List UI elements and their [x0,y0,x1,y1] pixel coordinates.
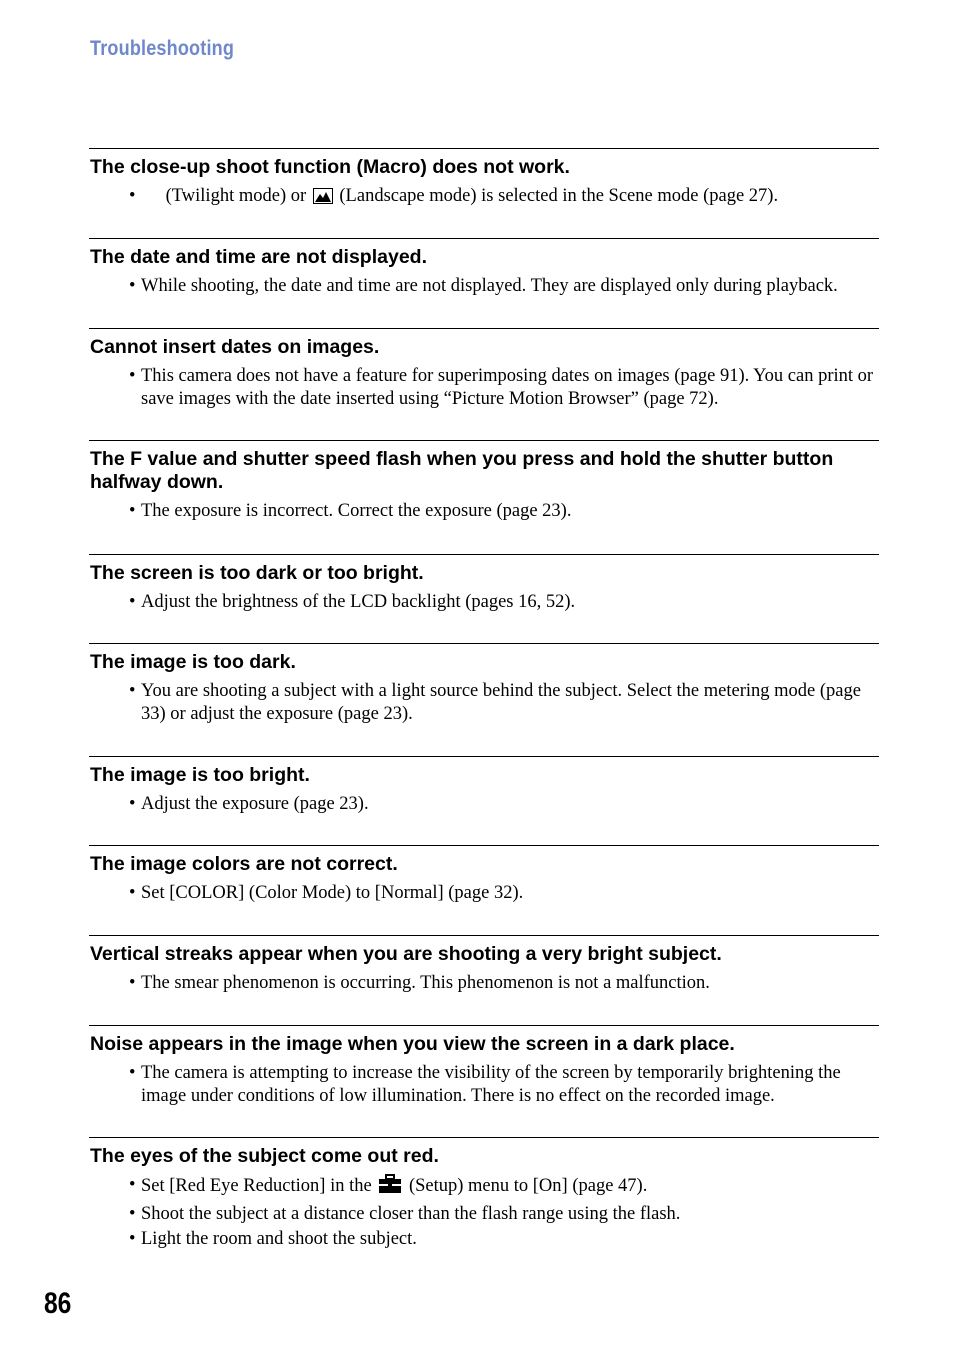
issue-heading: The eyes of the subject come out red. [90,1145,439,1167]
issue-section [89,328,879,440]
issue-heading: The close-up shoot function (Macro) does not work. [90,156,570,178]
solution-list [89,1174,879,1251]
solution-item: • (Twilight mode) or (Landscape mode) is selected in the Scene mode (page 27). [89,185,879,211]
issue-section [89,148,879,238]
solution-item: • Light the room and shoot the subject. [89,1228,879,1251]
solution-list [89,275,879,298]
solution-item: • Adjust the exposure (page 23). [89,793,879,816]
solution-item: • Adjust the brightness of the LCD backlight (pages 16, 52). [89,591,879,614]
issue-heading: The image colors are not correct. [90,853,398,875]
issue-heading: Cannot insert dates on images. [90,336,380,358]
solution-item: • You are shooting a subject with a light source behind the subject. Select the metering mode (page 33) or adjust the exposure (page 23). [89,680,879,726]
solution-list [89,500,879,523]
issue-heading: The image is too bright. [90,764,310,786]
solution-item: • Set [Red Eye Reduction] in the (Setup) menu to [On] (page 47). [89,1174,879,1201]
solution-list [89,882,879,905]
solution-item: • While shooting, the date and time are not displayed. They are displayed only during playback. [89,275,879,298]
solution-list [89,185,879,211]
setup-toolbox-icon [378,1174,402,1201]
issue-section [89,935,879,1025]
issue-heading: The image is too dark. [90,651,296,673]
issue-section [89,756,879,845]
solution-item: • Shoot the subject at a distance closer than the flash range using the flash. [89,1203,879,1226]
page-number: 86 [44,1287,72,1320]
issue-section [89,554,879,643]
solution-item: • Set [COLOR] (Color Mode) to [Normal] (page 32). [89,882,879,905]
solution-list [89,680,879,726]
solution-list [89,793,879,816]
issue-section [89,1025,879,1137]
issue-section [89,845,879,935]
solution-item: • The camera is attempting to increase the visibility of the screen by temporarily brightening the image under conditions of low illumination. There is no effect on the recorded image. [89,1062,879,1108]
solution-list [89,365,879,411]
issue-heading: The date and time are not displayed. [90,246,427,268]
solution-item: • This camera does not have a feature for superimposing dates on images (page 91). You can print or save images with the date inserted using “Picture Motion Browser” (page 72). [89,365,879,411]
troubleshooting-list [89,148,879,1251]
solution-list [89,591,879,614]
issue-heading: The F value and shutter speed flash when you press and hold the shutter button halfway down. [90,448,834,493]
section-title: Troubleshooting [90,37,235,60]
solution-list [89,972,879,995]
twilight-mode-icon [143,188,159,211]
issue-heading: Vertical streaks appear when you are shooting a very bright subject. [90,943,722,965]
solution-list [89,1062,879,1108]
issue-section [89,440,879,554]
landscape-mode-icon [313,188,333,211]
solution-item: • The smear phenomenon is occurring. This phenomenon is not a malfunction. [89,972,879,995]
solution-item: • The exposure is incorrect. Correct the exposure (page 23). [89,500,879,523]
issue-section [89,238,879,328]
issue-heading: The screen is too dark or too bright. [90,562,424,584]
issue-heading: Noise appears in the image when you view the screen in a dark place. [90,1033,735,1055]
issue-section [89,1137,879,1251]
issue-section [89,643,879,756]
